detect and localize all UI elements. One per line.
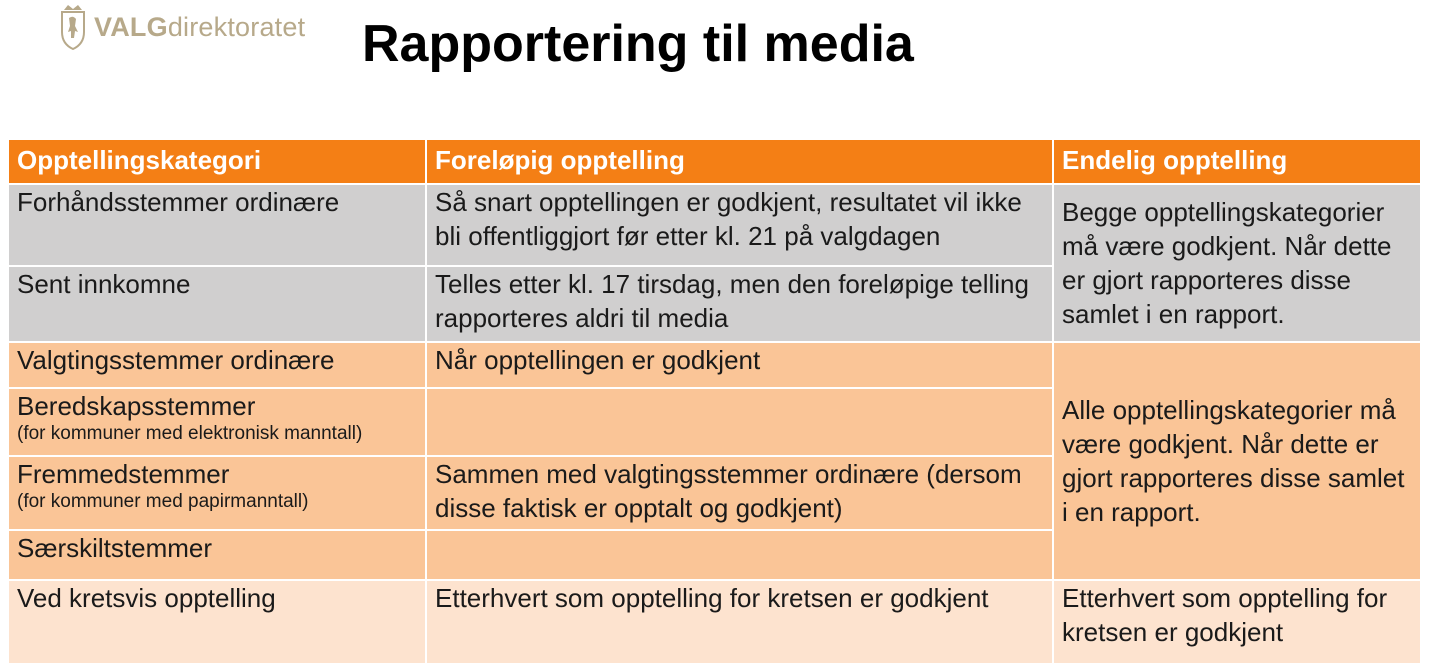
logo (60, 2, 305, 52)
table-header-row (8, 139, 1421, 184)
preliminary-cell: Når opptellingen er godkjent (426, 342, 1053, 388)
category-cell (8, 388, 426, 456)
category-label: Beredskapsstemmer (17, 391, 256, 421)
page-title: Rapportering til media (362, 15, 914, 73)
preliminary-cell: Så snart opptellingen er godkjent, resultatet vil ikke bli offentliggjort før etter kl. 21 på valgdagen (426, 184, 1053, 266)
final-cell-group-1: Begge opptellingskategorier må være godkjent. Når dette er gjort rapporteres disse samlet i en rapport. (1053, 184, 1421, 342)
category-note: (for kommuner med elektronisk manntall) (17, 423, 363, 444)
category-label: Fremmedstemmer (17, 459, 230, 489)
category-cell: Ved kretsvis opptelling (8, 580, 426, 664)
final-cell: Etterhvert som opptelling for kretsen er godkjent (1053, 580, 1421, 664)
category-cell: Særskiltstemmer (8, 530, 426, 580)
logo-wordmark (94, 12, 305, 43)
logo-rest: direktoratet (167, 11, 306, 42)
column-header: Endelig opptelling (1053, 139, 1421, 184)
category-cell (8, 456, 426, 530)
table-row (8, 580, 1421, 664)
category-cell: Forhåndsstemmer ordinære (8, 184, 426, 266)
category-cell: Sent innkomne (8, 266, 426, 342)
preliminary-cell: Telles etter kl. 17 tirsdag, men den foreløpige telling rapporteres aldri til media (426, 266, 1053, 342)
preliminary-cell: Sammen med valgtingsstemmer ordinære (dersom disse faktisk er opptalt og godkjent) (426, 456, 1053, 530)
category-note: (for kommuner med papirmanntall) (17, 491, 309, 512)
final-cell-group-2: Alle opptellingskategorier må være godkjent. Når dette er gjort rapporteres disse samlet i en rapport. (1053, 342, 1421, 580)
table-row (8, 184, 1421, 266)
reporting-table (7, 138, 1422, 665)
preliminary-cell: Etterhvert som opptelling for kretsen er godkjent (426, 580, 1053, 664)
preliminary-cell (426, 388, 1053, 456)
coat-of-arms-icon (60, 4, 86, 50)
column-header: Opptellingskategori (8, 139, 426, 184)
logo-bold: VALG (94, 11, 168, 42)
table-row (8, 342, 1421, 388)
preliminary-cell (426, 530, 1053, 580)
column-header: Foreløpig opptelling (426, 139, 1053, 184)
category-cell: Valgtingsstemmer ordinære (8, 342, 426, 388)
